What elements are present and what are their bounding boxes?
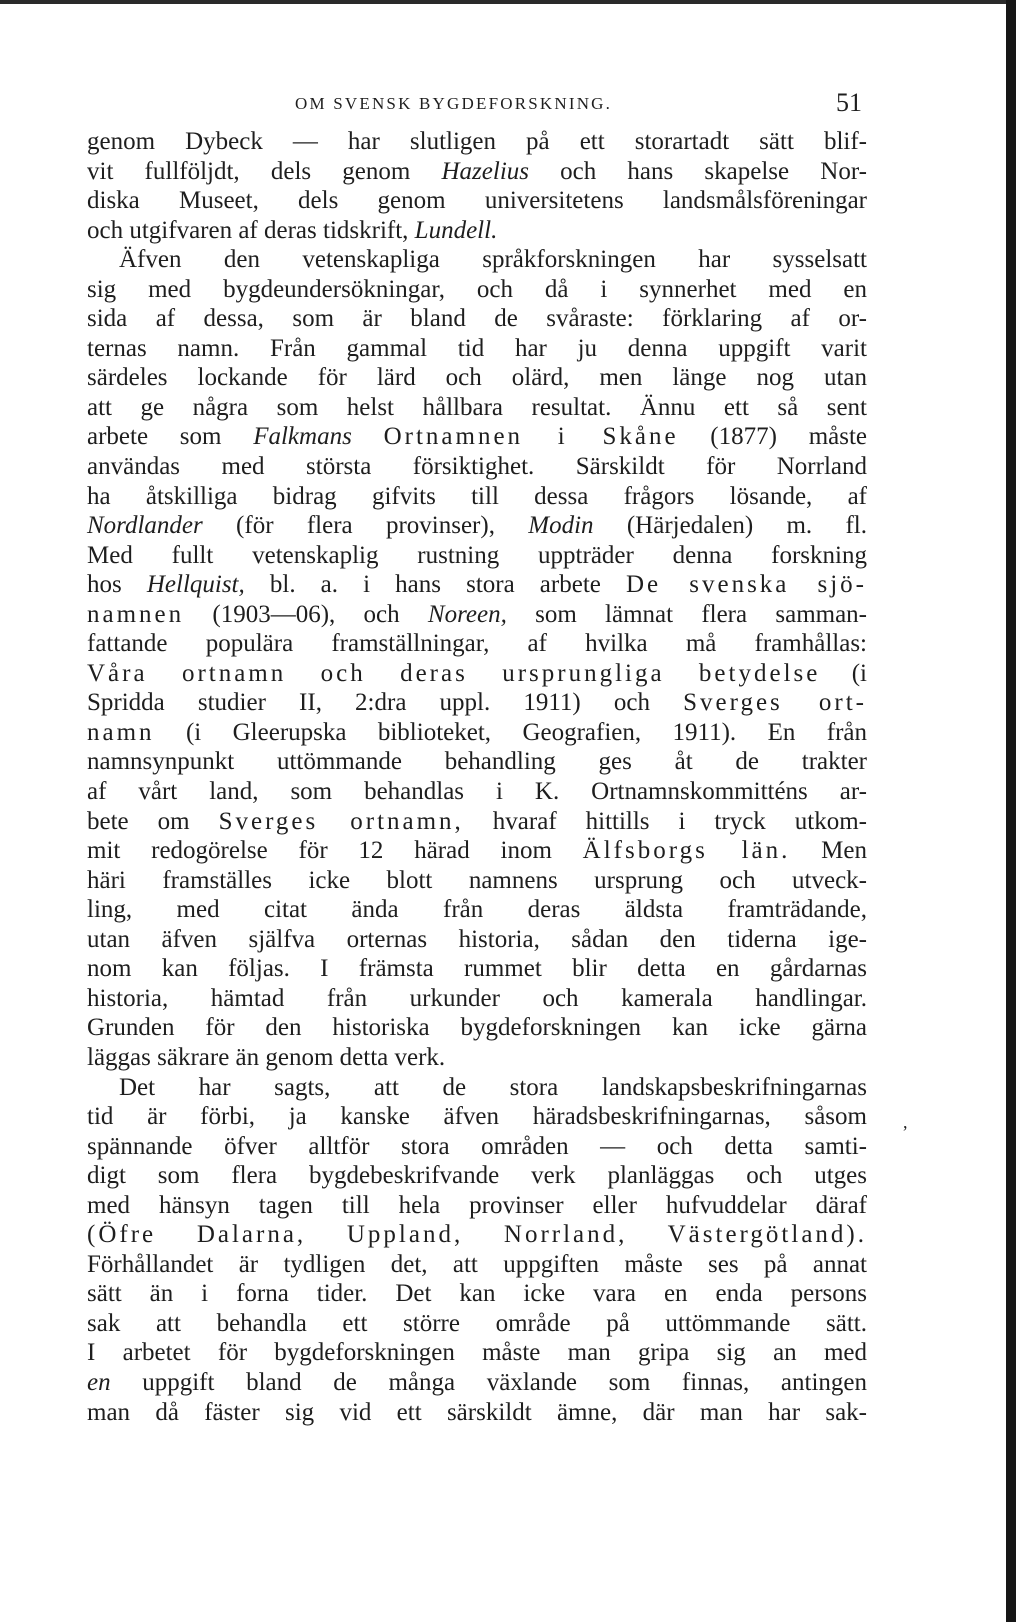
text-line (87, 570, 867, 600)
text-line (87, 452, 867, 482)
page-header (0, 88, 1016, 122)
text-line (87, 954, 867, 984)
text-line (87, 1338, 867, 1368)
text-run: ling, med citat ända från deras äldsta framträdande, (87, 896, 867, 924)
text-run: Förhållandet är tydligen det, att uppgiften måste ses på annat (87, 1250, 867, 1278)
text-line (87, 541, 867, 571)
text-run: vit fullföljdt, dels genom (87, 157, 442, 185)
text-line (87, 1309, 867, 1339)
text-line (87, 304, 867, 334)
text-run: och hans skapelse Nor- (529, 157, 867, 185)
spaced-text: Älfsborgs län. (582, 837, 791, 865)
text-run: (i Gleerupska biblioteket, Geografien, 1911). En från (154, 718, 867, 746)
text-run: Grunden för den historiska bygdeforskningen kan icke gärna (87, 1014, 867, 1042)
text-line (87, 157, 867, 187)
text-run: tid är förbi, ja kanske äfven häradsbeskrifningarnas, såsom (87, 1103, 867, 1131)
body-text (87, 127, 867, 1427)
text-run: häri framställes icke blott namnens ursprung och utveck- (87, 866, 867, 894)
text-line (87, 1161, 867, 1191)
text-line (87, 511, 867, 541)
text-line (87, 482, 867, 512)
text-line (87, 127, 867, 157)
italic-text: Lundell. (414, 216, 498, 244)
text-run: och utgifvaren af deras tidskrift, (87, 216, 415, 244)
text-line (87, 216, 867, 246)
spaced-text: Våra ortnamn och deras ursprungliga betydelse (87, 659, 821, 687)
text-run: Spridda studier II, 2:dra uppl. 1911) och (87, 689, 684, 717)
text-line (87, 1250, 867, 1280)
text-line (87, 718, 867, 748)
italic-text: Nordlander (87, 512, 203, 540)
text-run: ha åtskilliga bidrag gifvits till dessa frågors lösande, af (87, 482, 867, 510)
text-line (87, 866, 867, 896)
text-line (87, 777, 867, 807)
italic-text: en (87, 1368, 111, 1396)
text-line (87, 807, 867, 837)
text-run: hvaraf hittills i tryck utkom- (463, 807, 868, 835)
text-run: att ge några som helst hållbara resultat. Ännu ett så sent (87, 393, 867, 421)
text-run: namnsynpunkt uttömmande behandling ges åt de trakter (87, 748, 867, 776)
text-line (87, 836, 867, 866)
spaced-text: Ortnamnen i Skåne (383, 423, 679, 451)
text-run: (1903—06), och (184, 600, 428, 628)
text-run: (för flera provinser), (202, 512, 529, 540)
text-run: sida af dessa, som är bland de svåraste: förklaring af or- (87, 305, 867, 333)
text-run: spännande öfver alltför stora områden — och detta samti- (87, 1132, 867, 1160)
spaced-text: namn (87, 718, 155, 746)
text-run: som lämnat flera samman- (506, 600, 868, 628)
spaced-text: (Öfre Dalarna, Uppland, Norrland, Västergötland). (87, 1221, 867, 1249)
text-line (87, 1073, 867, 1103)
spaced-text: Sverges ort- (683, 689, 867, 717)
text-run: genom Dybeck — har slutligen på ett storartadt sätt blif- (87, 128, 867, 155)
scan-edge-right (1006, 0, 1016, 1622)
italic-text: Falkmans (253, 423, 352, 451)
text-run: diska Museet, dels genom universitetens landsmålsföreningar (87, 187, 867, 215)
text-run: Äfven den vetenskapliga språkforskningen har sysselsatt (119, 246, 867, 274)
text-line (87, 186, 867, 216)
spaced-text: namnen (87, 600, 185, 628)
italic-text: Hellquist, (146, 571, 245, 599)
text-run: särdeles lockande för lärd och olärd, men länge nog utan (87, 364, 867, 392)
text-run: med hänsyn tagen till hela provinser eller hufvuddelar däraf (87, 1191, 867, 1219)
text-line (87, 1398, 867, 1428)
text-run (352, 423, 384, 450)
text-run: (Härjedalen) m. fl. (593, 512, 868, 540)
text-run: användas med största försiktighet. Särskildt för Norrland (87, 453, 867, 481)
text-run: Det har sagts, att de stora landskapsbeskrifningarnas (119, 1073, 867, 1101)
text-line (87, 1220, 867, 1250)
italic-text: Hazelius (441, 157, 529, 185)
text-run: I arbetet för bygdeforskningen måste man gripa sig an med (87, 1339, 867, 1367)
italic-text: Modin (528, 512, 594, 540)
text-line (87, 747, 867, 777)
text-run: uppgift bland de många växlande som finnas, antingen (110, 1368, 867, 1396)
spaced-text: Sverges ortnamn, (218, 807, 464, 835)
text-run: läggas säkrare än genom detta verk. (87, 1043, 446, 1071)
text-line (87, 275, 867, 305)
text-line (87, 688, 867, 718)
margin-mark: , (903, 1112, 908, 1132)
text-line (87, 334, 867, 364)
text-run: historia, hämtad från urkunder och kamerala handlingar. (87, 984, 867, 1012)
text-line (87, 1043, 867, 1073)
text-line (87, 1132, 867, 1162)
text-line (87, 659, 867, 689)
text-run: (i (820, 659, 867, 687)
text-line (87, 1279, 867, 1309)
text-line (87, 895, 867, 925)
text-line (87, 363, 867, 393)
text-line (87, 393, 867, 423)
page-number: 51 (836, 88, 862, 117)
text-run: ternas namn. Från gammal tid har ju denna uppgift varit (87, 334, 867, 362)
scan-edge-top (0, 0, 1016, 4)
text-run: hos (87, 571, 147, 599)
text-run: nom kan följas. I främsta rummet blir detta en gårdarnas (87, 955, 867, 983)
text-run: sätt än i forna tider. Det kan icke vara en enda persons (87, 1280, 867, 1308)
text-run: fattande populära framställningar, af hvilka må framhållas: (87, 630, 867, 658)
text-run: digt som flera bygdebeskrifvande verk planläggas och utges (87, 1162, 867, 1190)
spaced-text: De svenska sjö- (625, 571, 867, 599)
text-line (87, 600, 867, 630)
text-run: mit redogörelse för 12 härad inom (87, 837, 583, 865)
text-line (87, 422, 867, 452)
text-line (87, 1191, 867, 1221)
text-line (87, 629, 867, 659)
text-run: (1877) måste (678, 423, 868, 451)
text-line (87, 925, 867, 955)
text-run: bl. a. i hans stora arbete (244, 571, 626, 599)
text-line (87, 984, 867, 1014)
text-run: man då fäster sig vid ett särskildt ämne, där man har sak- (87, 1398, 867, 1426)
text-line (87, 1102, 867, 1132)
text-run: bete om (87, 807, 219, 835)
text-run: Med fullt vetenskaplig rustning uppträder denna forskning (87, 541, 867, 569)
running-head: OM SVENSK BYGDEFORSKNING. (295, 94, 613, 113)
text-run: utan äfven själfva orternas historia, sådan den tiderna ige- (87, 925, 867, 953)
text-line (87, 245, 867, 275)
text-run: af vårt land, som behandlas i K. Ortnamnskommitténs ar- (87, 778, 867, 806)
text-run: sak att behandla ett större område på uttömmande sätt. (87, 1309, 867, 1337)
text-run: sig med bygdeundersökningar, och då i synnerhet med en (87, 275, 867, 303)
text-run: arbete som (87, 423, 254, 451)
italic-text: Noreen, (427, 600, 507, 628)
text-line (87, 1368, 867, 1398)
text-run: Men (790, 837, 868, 865)
text-line (87, 1013, 867, 1043)
